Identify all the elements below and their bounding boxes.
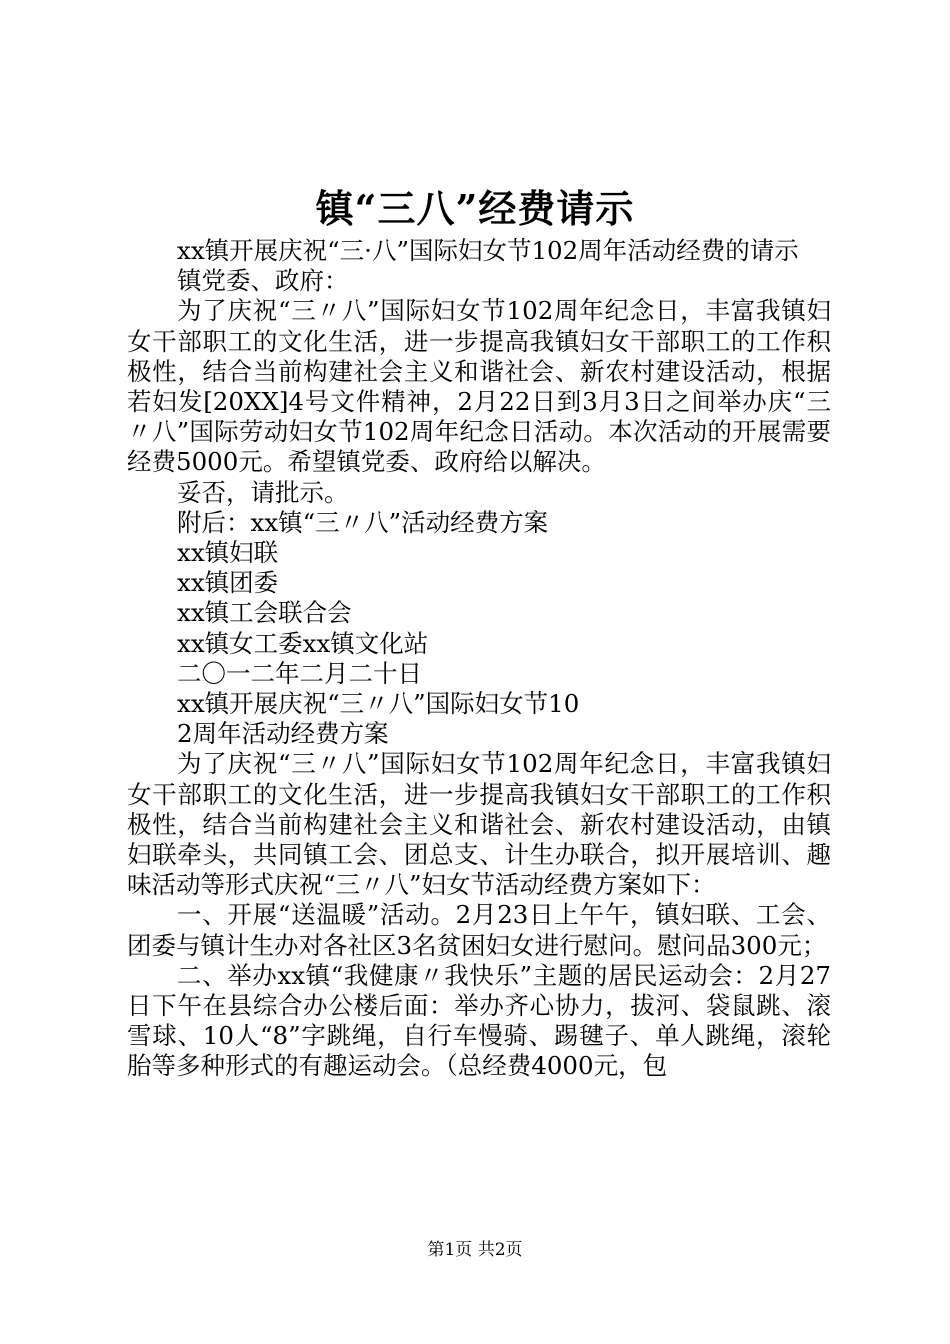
plan-heading-line-2: 2周年活动经费方案 — [177, 719, 389, 749]
plan-heading-line-1: xx镇开展庆祝“三〃八”国际妇女节10 — [177, 689, 580, 719]
signatory-youth-league: xx镇团委 — [177, 568, 279, 598]
plan-item-2: 二、举办xx镇“我健康〃我快乐”主题的居民运动会：2月27日下午在县综合办公楼后面：举办齐心协力，拔河、袋鼠跳、滚雪球、10人“8”字跳绳，自行车慢骑、踢毽子、单人跳绳，滚轮胎等多种形式的有趣运动会。（总经费4000元，包 — [127, 960, 831, 1081]
document-body — [127, 236, 831, 1082]
signatory-womens-federation: xx镇妇联 — [177, 538, 279, 568]
signatory-female-workers-culture-station: xx镇女工委xx镇文化站 — [177, 628, 429, 658]
signatory-trade-union: xx镇工会联合会 — [177, 598, 352, 628]
salutation: 镇党委、政府： — [177, 266, 349, 296]
request-heading: xx镇开展庆祝“三·八”国际妇女节102周年活动经费的请示 — [177, 236, 799, 265]
attachment-note: 附后：xx镇“三〃八”活动经费方案 — [177, 507, 549, 537]
page-footer: 第1页 共2页 — [427, 1240, 523, 1260]
plan-item-1: 一、开展“送温暖”活动。2月23日上午午，镇妇联、工会、团委与镇计生办对各社区3名贫困妇女进行慰问。慰问品300元； — [127, 900, 831, 960]
approval-request: 妥否，请批示。 — [177, 477, 349, 507]
document-date: 二〇一二年二月二十日 — [177, 658, 422, 688]
plan-intro-paragraph: 为了庆祝“三〃八”国际妇女节102周年纪念日，丰富我镇妇女干部职工的文化生活，进一步提高我镇妇女干部职工的工作积极性，结合当前构建社会主义和谐社会、新农村建设活动，由镇妇联牵头，共同镇工会、团总支、计生办联合，拟开展培训、趣味活动等形式庆祝“三〃八”妇女节活动经费方案如下： — [127, 749, 831, 900]
document-title: 镇“三八”经费请示 — [315, 186, 635, 231]
request-paragraph: 为了庆祝“三〃八”国际妇女节102周年纪念日，丰富我镇妇女干部职工的文化生活，进一步提高我镇妇女干部职工的工作积极性，结合当前构建社会主义和谐社会、新农村建设活动，根据若妇发[20XX]4号文件精神，2月22日到3月3日之间举办庆“三〃八”国际劳动妇女节102周年纪念日活动。本次活动的开展需要经费5000元。希望镇党委、政府给以解决。 — [127, 296, 831, 477]
